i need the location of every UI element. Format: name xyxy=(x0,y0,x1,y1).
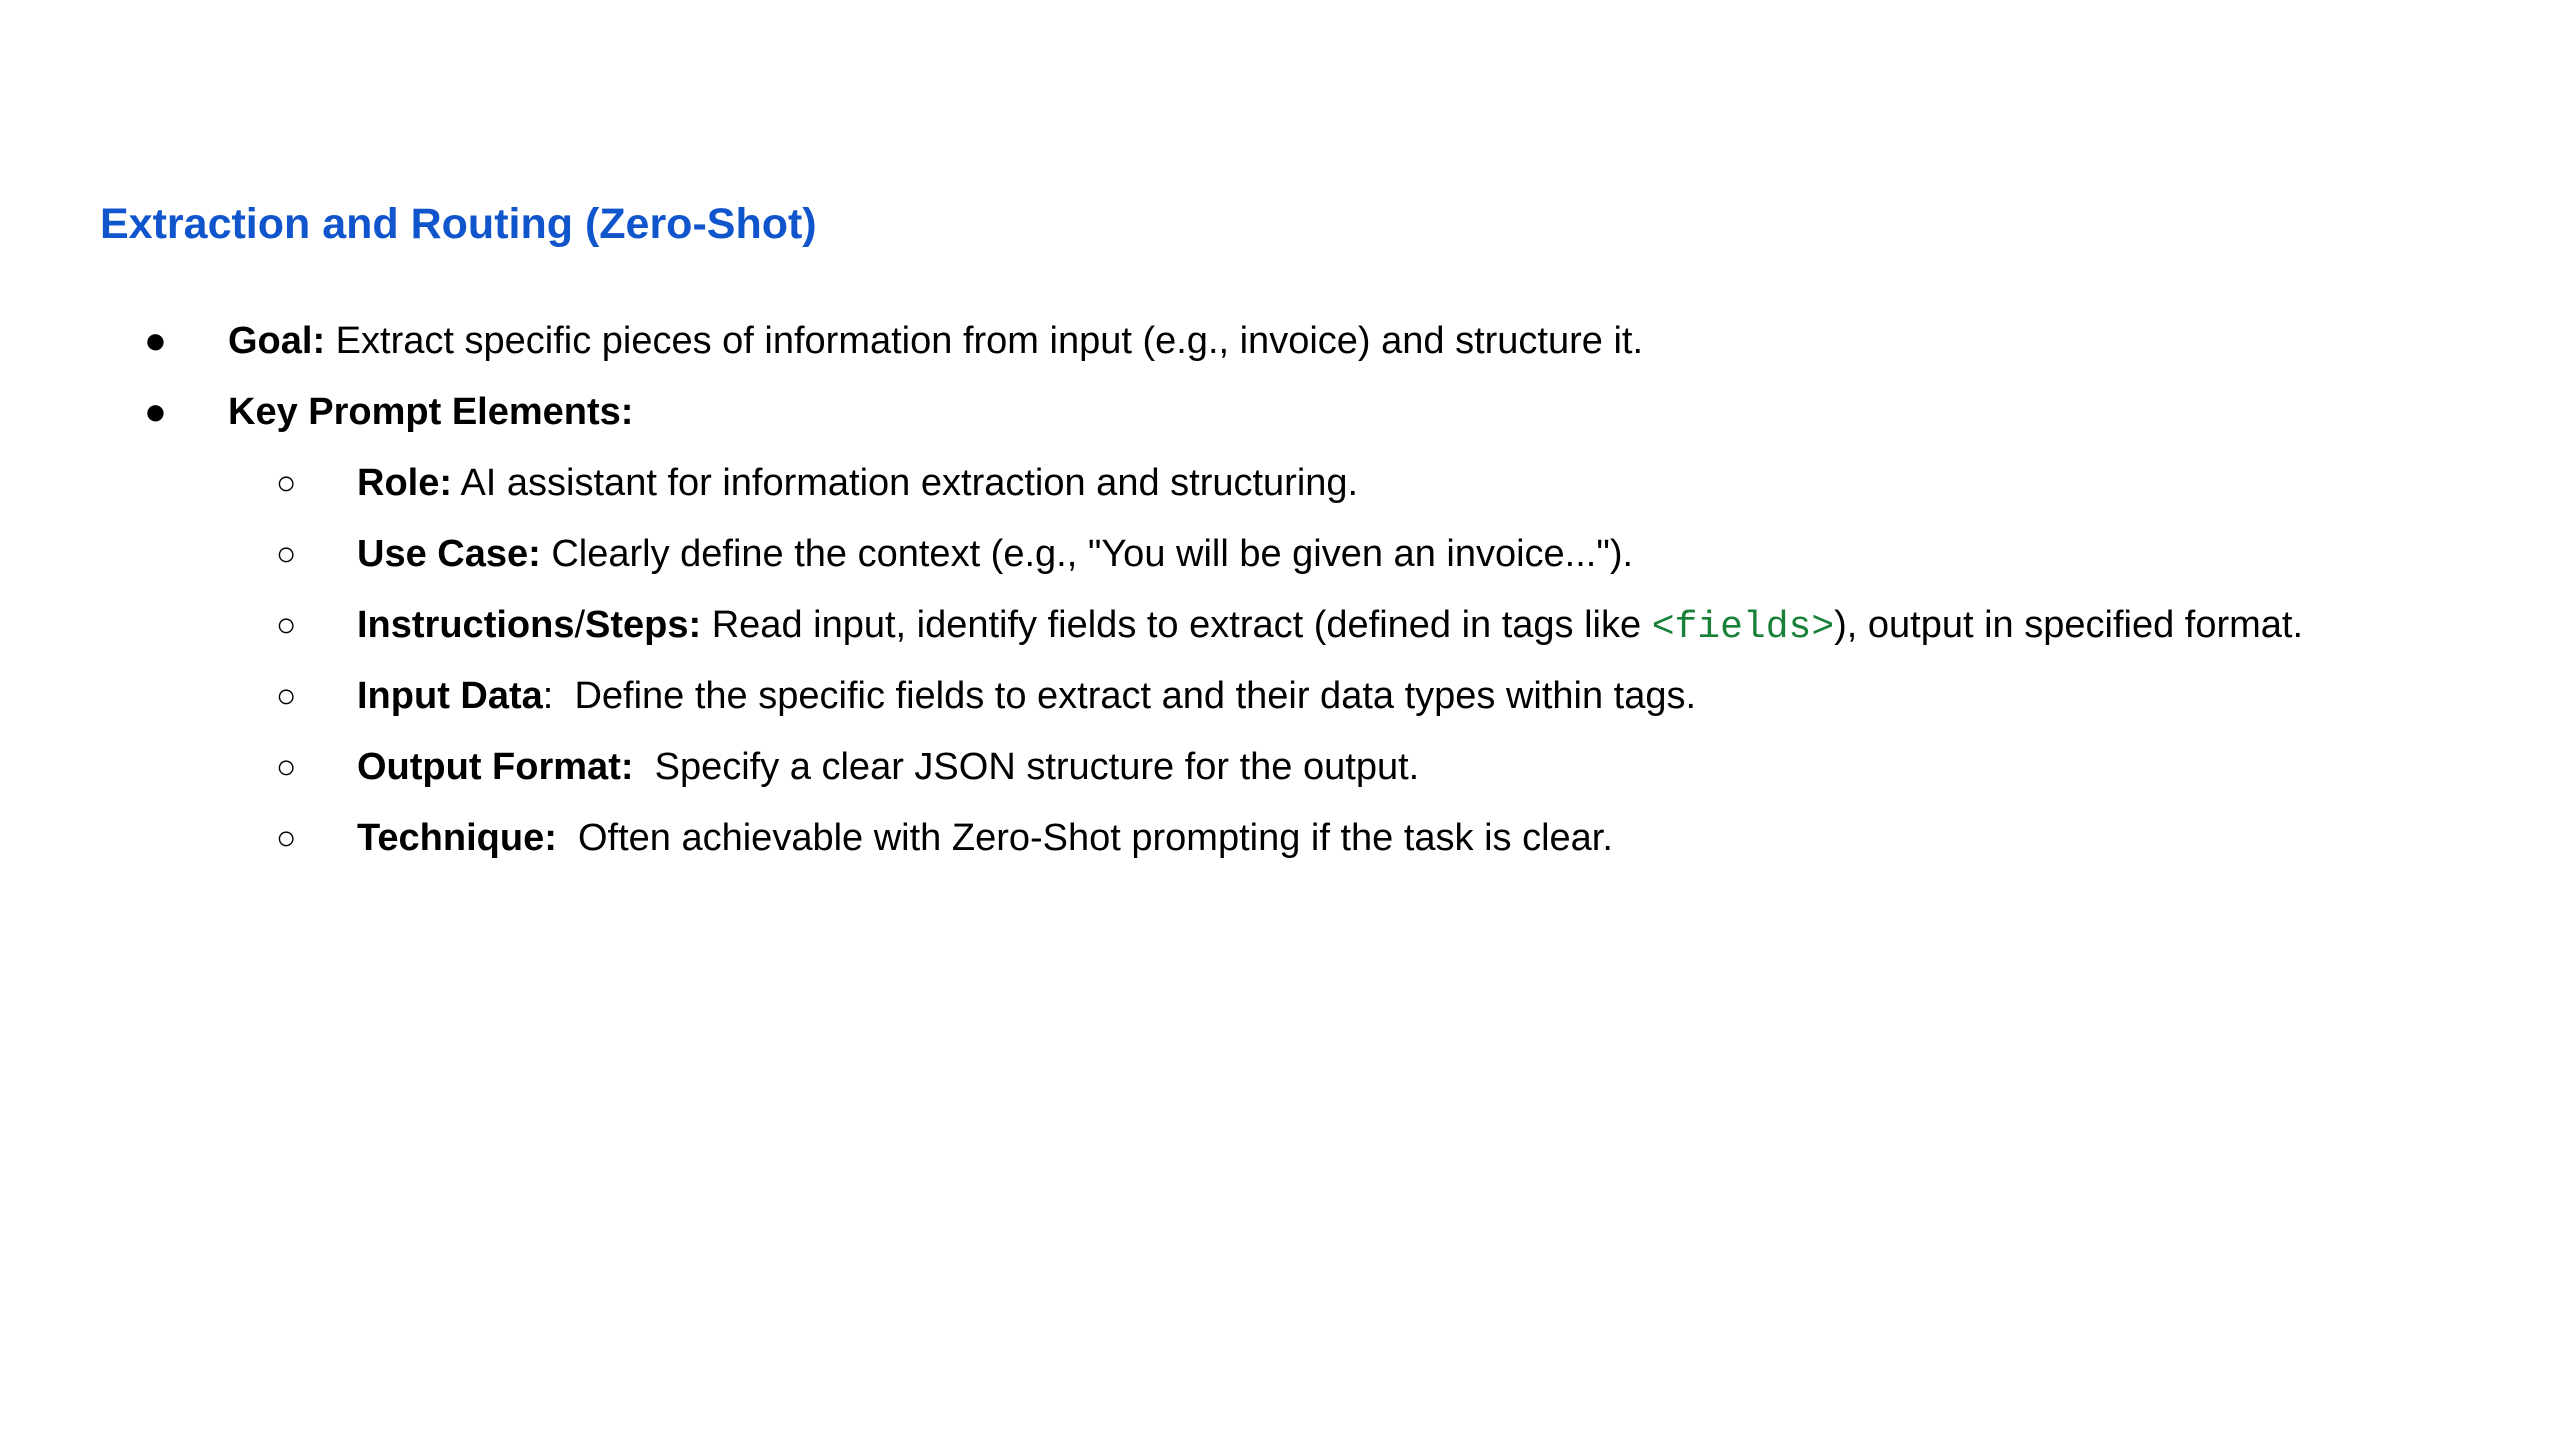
list-item-role xyxy=(357,460,1358,506)
bullet-hollow-icon: ○ xyxy=(276,606,297,644)
bullet-hollow-icon: ○ xyxy=(276,819,297,857)
item-label-separator: / xyxy=(574,604,586,646)
list-item-output-format xyxy=(357,744,1419,790)
item-label: Role: xyxy=(357,462,452,504)
item-label: Technique: xyxy=(357,817,557,859)
item-text: Clearly define the context (e.g., "You will be given an invoice..."). xyxy=(540,533,1634,575)
item-label: Use Case: xyxy=(357,533,541,575)
list-item-use-case xyxy=(357,531,1633,577)
item-label: Input Data xyxy=(357,675,543,717)
list-item-key-prompt-elements xyxy=(228,389,633,435)
item-text: AI assistant for information extraction and structuring. xyxy=(452,462,1359,504)
bullet-hollow-icon: ○ xyxy=(276,464,297,502)
section-heading: Extraction and Routing (Zero-Shot) xyxy=(100,200,817,248)
item-label: Goal: xyxy=(228,320,326,362)
item-text: Extract specific pieces of information from input (e.g., invoice) and structure it. xyxy=(325,320,1644,362)
bullet-hollow-icon: ○ xyxy=(276,677,297,715)
item-text: Read input, identify fields to extract (defined in tags like xyxy=(701,604,1652,646)
inline-code: <fields> xyxy=(1651,606,1835,649)
bullet-filled-icon: ● xyxy=(144,391,167,433)
list-item-goal xyxy=(228,318,1643,364)
item-text: Specify a clear JSON structure for the output. xyxy=(633,746,1420,788)
bullet-filled-icon: ● xyxy=(144,320,167,362)
bullet-hollow-icon: ○ xyxy=(276,535,297,573)
item-label: Key Prompt Elements: xyxy=(228,391,634,433)
item-text: ), output in specified format. xyxy=(1834,604,2304,646)
item-label-suffix: : xyxy=(542,675,554,717)
list-item-input-data xyxy=(357,673,1696,719)
item-label: Steps: xyxy=(585,604,702,646)
item-label: Output Format: xyxy=(357,746,634,788)
item-text: Define the specific fields to extract and their data types within tags. xyxy=(553,675,1697,717)
list-item-technique xyxy=(357,815,1613,861)
item-text: Often achievable with Zero-Shot prompting if the task is clear. xyxy=(556,817,1613,859)
item-label: Instructions xyxy=(357,604,575,646)
list-item-instructions-steps xyxy=(357,602,2303,651)
bullet-hollow-icon: ○ xyxy=(276,748,297,786)
